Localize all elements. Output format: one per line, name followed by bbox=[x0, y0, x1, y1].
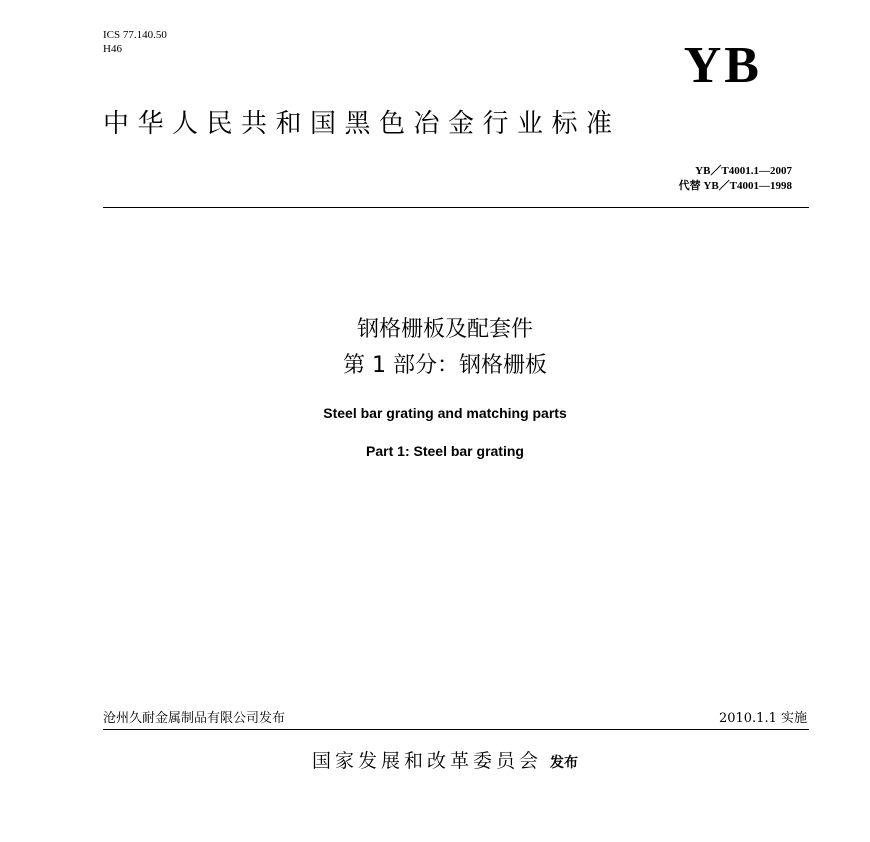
document-subtitle-en: Part 1: Steel bar grating bbox=[366, 443, 524, 459]
document-title-zh: 钢格栅板及配套件 bbox=[356, 317, 533, 342]
header-divider bbox=[103, 207, 809, 208]
national-standard-title: 中华人民共和国黑色冶金行业标准 bbox=[103, 109, 621, 139]
standard-number: YB／T4001.1—2007 bbox=[695, 165, 792, 177]
publisher-name: 国家发展和改革委员会 bbox=[311, 750, 542, 772]
issuer: 沧州久耐金属制品有限公司发布 bbox=[103, 711, 286, 726]
document-title-en: Steel bar grating and matching parts bbox=[323, 405, 567, 421]
publisher-suffix: 发布 bbox=[550, 755, 578, 771]
document-subtitle-zh: 第 1 部分：钢格栅板 bbox=[343, 353, 547, 378]
publisher-line bbox=[0, 747, 870, 777]
yb-logo: YB bbox=[683, 37, 762, 94]
replaced-standard: 代替 YB／T4001—1998 bbox=[678, 180, 792, 192]
standard-number-block bbox=[679, 164, 792, 194]
classification-codes bbox=[103, 28, 167, 56]
ics-code: ICS 77.140.50 bbox=[103, 29, 167, 41]
ccs-code: H46 bbox=[103, 43, 122, 55]
effective-date: 2010.1.1 实施 bbox=[718, 711, 807, 726]
footer-divider bbox=[103, 729, 809, 730]
